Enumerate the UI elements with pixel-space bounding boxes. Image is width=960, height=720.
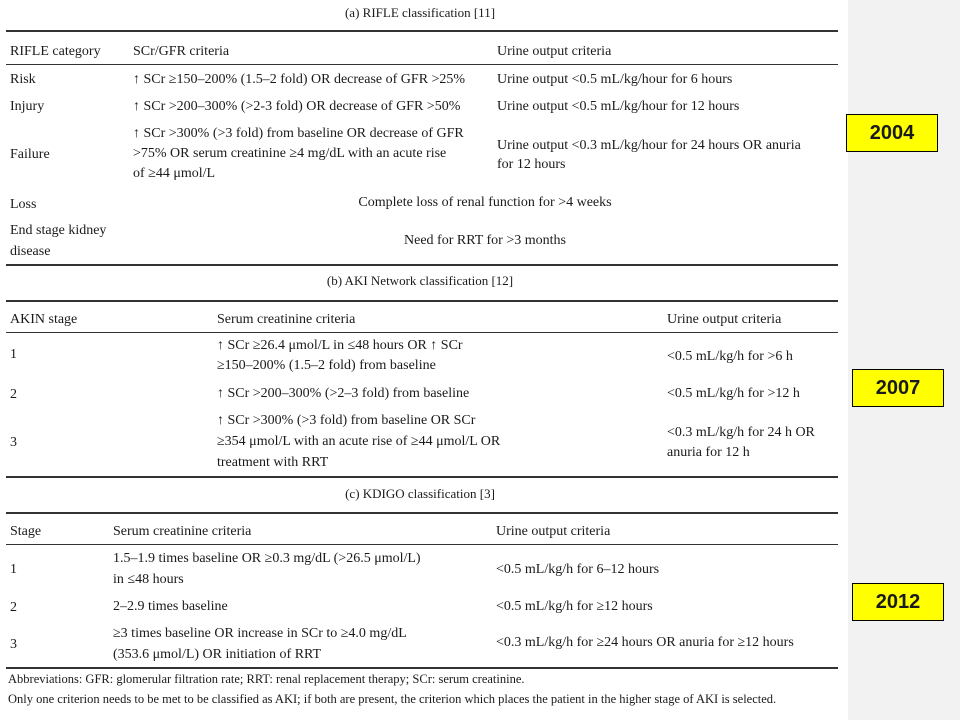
rifle-eskd-text: Need for RRT for >3 months (404, 233, 566, 248)
footnote-criterion-note: Only one criterion needs to be met to be classified as AKI; if both are present, the criterion which places the patient in the higher stage of AKI is selected. (8, 692, 777, 706)
akin-stage2-scr: ↑ SCr >200–300% (>2–3 fold) from baseline (217, 386, 470, 401)
akin-caption: (b) AKI Network classification [12] (326, 273, 514, 288)
rifle-loss-text: Complete loss of renal function for >4 weeks (358, 195, 612, 210)
akin-stage2-uo: <0.5 mL/kg/h for >12 h (667, 386, 800, 401)
kdigo-stage3-scr-line1: ≥3 times baseline OR increase in SCr to ≥4.0 mg/dL (113, 626, 407, 641)
rifle-failure-uo-line2: for 12 hours (497, 157, 566, 172)
akin-stage3-scr-line1: ↑ SCr >300% (>3 fold) from baseline OR SCr (217, 413, 476, 428)
akin-stage1-scr-line1: ↑ SCr ≥26.4 μmol/L in ≤48 hours OR ↑ SCr (217, 338, 463, 353)
rifle-bottom-rule (6, 264, 838, 266)
akin-top-rule (6, 300, 838, 302)
rifle-risk-category: Risk (10, 72, 36, 87)
kdigo-caption: (c) KDIGO classification [3] (345, 486, 495, 501)
footnote-abbreviations: Abbreviations: GFR: glomerular filtration rate; RRT: renal replacement therapy; SCr: serum creatinine. (8, 672, 525, 686)
akin-bottom-rule (6, 476, 838, 478)
akin-stage1-uo: <0.5 mL/kg/h for >6 h (667, 349, 793, 364)
rifle-top-rule (6, 30, 838, 32)
rifle-failure-scr-line2: >75% OR serum creatinine ≥4 mg/dL with an acute rise (133, 146, 447, 161)
kdigo-header-scr: Serum creatinine criteria (113, 524, 252, 539)
kdigo-header-uo: Urine output criteria (496, 524, 611, 539)
rifle-risk-uo: Urine output <0.5 mL/kg/hour for 6 hours (497, 72, 733, 87)
rifle-eskd-category-line2: disease (10, 244, 51, 259)
year-label-2007: 2007 (852, 369, 944, 407)
akin-stage2-stage: 2 (10, 387, 17, 402)
kdigo-stage2-uo: <0.5 mL/kg/h for ≥12 hours (496, 599, 653, 614)
akin-header-rule (6, 332, 838, 333)
rifle-failure-scr-line1: ↑ SCr >300% (>3 fold) from baseline OR decrease of GFR (133, 126, 464, 141)
akin-stage3-scr-line3: treatment with RRT (217, 455, 329, 470)
rifle-risk-scr: ↑ SCr ≥150–200% (1.5–2 fold) OR decrease of GFR >25% (133, 72, 466, 87)
rifle-failure-category: Failure (10, 147, 50, 162)
kdigo-stage3-stage: 3 (10, 637, 17, 652)
kdigo-stage2-stage: 2 (10, 600, 17, 615)
rifle-injury-uo: Urine output <0.5 mL/kg/hour for 12 hours (497, 99, 740, 114)
rifle-injury-category: Injury (10, 99, 45, 114)
kdigo-bottom-rule (6, 667, 838, 669)
akin-stage3-uo-line2: anuria for 12 h (667, 445, 750, 460)
kdigo-stage1-scr-line1: 1.5–1.9 times baseline OR ≥0.3 mg/dL (>26.5 μmol/L) (113, 551, 421, 566)
kdigo-stage1-stage: 1 (10, 562, 17, 577)
rifle-eskd-category-line1: End stage kidney (10, 223, 107, 238)
kdigo-top-rule (6, 512, 838, 514)
kdigo-header-rule (6, 544, 838, 545)
akin-stage3-scr-line2: ≥354 μmol/L with an acute rise of ≥44 μmol/L OR (217, 434, 501, 449)
akin-header-uo: Urine output criteria (667, 312, 782, 327)
kdigo-stage3-uo: <0.3 mL/kg/h for ≥24 hours OR anuria for ≥12 hours (496, 635, 794, 650)
kdigo-stage1-uo: <0.5 mL/kg/h for 6–12 hours (496, 562, 660, 577)
akin-stage1-stage: 1 (10, 347, 17, 362)
akin-stage3-uo-line1: <0.3 mL/kg/h for 24 h OR (667, 425, 815, 440)
rifle-injury-scr: ↑ SCr >200–300% (>2-3 fold) OR decrease of GFR >50% (133, 99, 461, 114)
kdigo-stage1-scr-line2: in ≤48 hours (113, 572, 184, 587)
rifle-failure-uo-line1: Urine output <0.3 mL/kg/hour for 24 hours OR anuria (497, 138, 801, 153)
kdigo-stage3-scr-line2: (353.6 μmol/L) OR initiation of RRT (113, 647, 322, 662)
kdigo-header-stage: Stage (10, 524, 42, 539)
year-label-2012: 2012 (852, 583, 944, 621)
rifle-header-scr: SCr/GFR criteria (133, 44, 230, 59)
kdigo-stage2-scr: 2–2.9 times baseline (113, 599, 228, 614)
rifle-header-category: RIFLE category (10, 44, 101, 59)
year-label-2004: 2004 (846, 114, 938, 152)
rifle-header-rule (6, 64, 838, 65)
rifle-loss-category: Loss (10, 197, 37, 212)
akin-header-stage: AKIN stage (10, 312, 78, 327)
akin-header-scr: Serum creatinine criteria (217, 312, 356, 327)
rifle-header-uo: Urine output criteria (497, 44, 612, 59)
akin-stage3-stage: 3 (10, 435, 17, 450)
akin-stage1-scr-line2: ≥150–200% (1.5–2 fold) from baseline (217, 358, 436, 373)
rifle-failure-scr-line3: of ≥44 μmol/L (133, 166, 216, 181)
rifle-caption: (a) RIFLE classification [11] (344, 5, 496, 20)
